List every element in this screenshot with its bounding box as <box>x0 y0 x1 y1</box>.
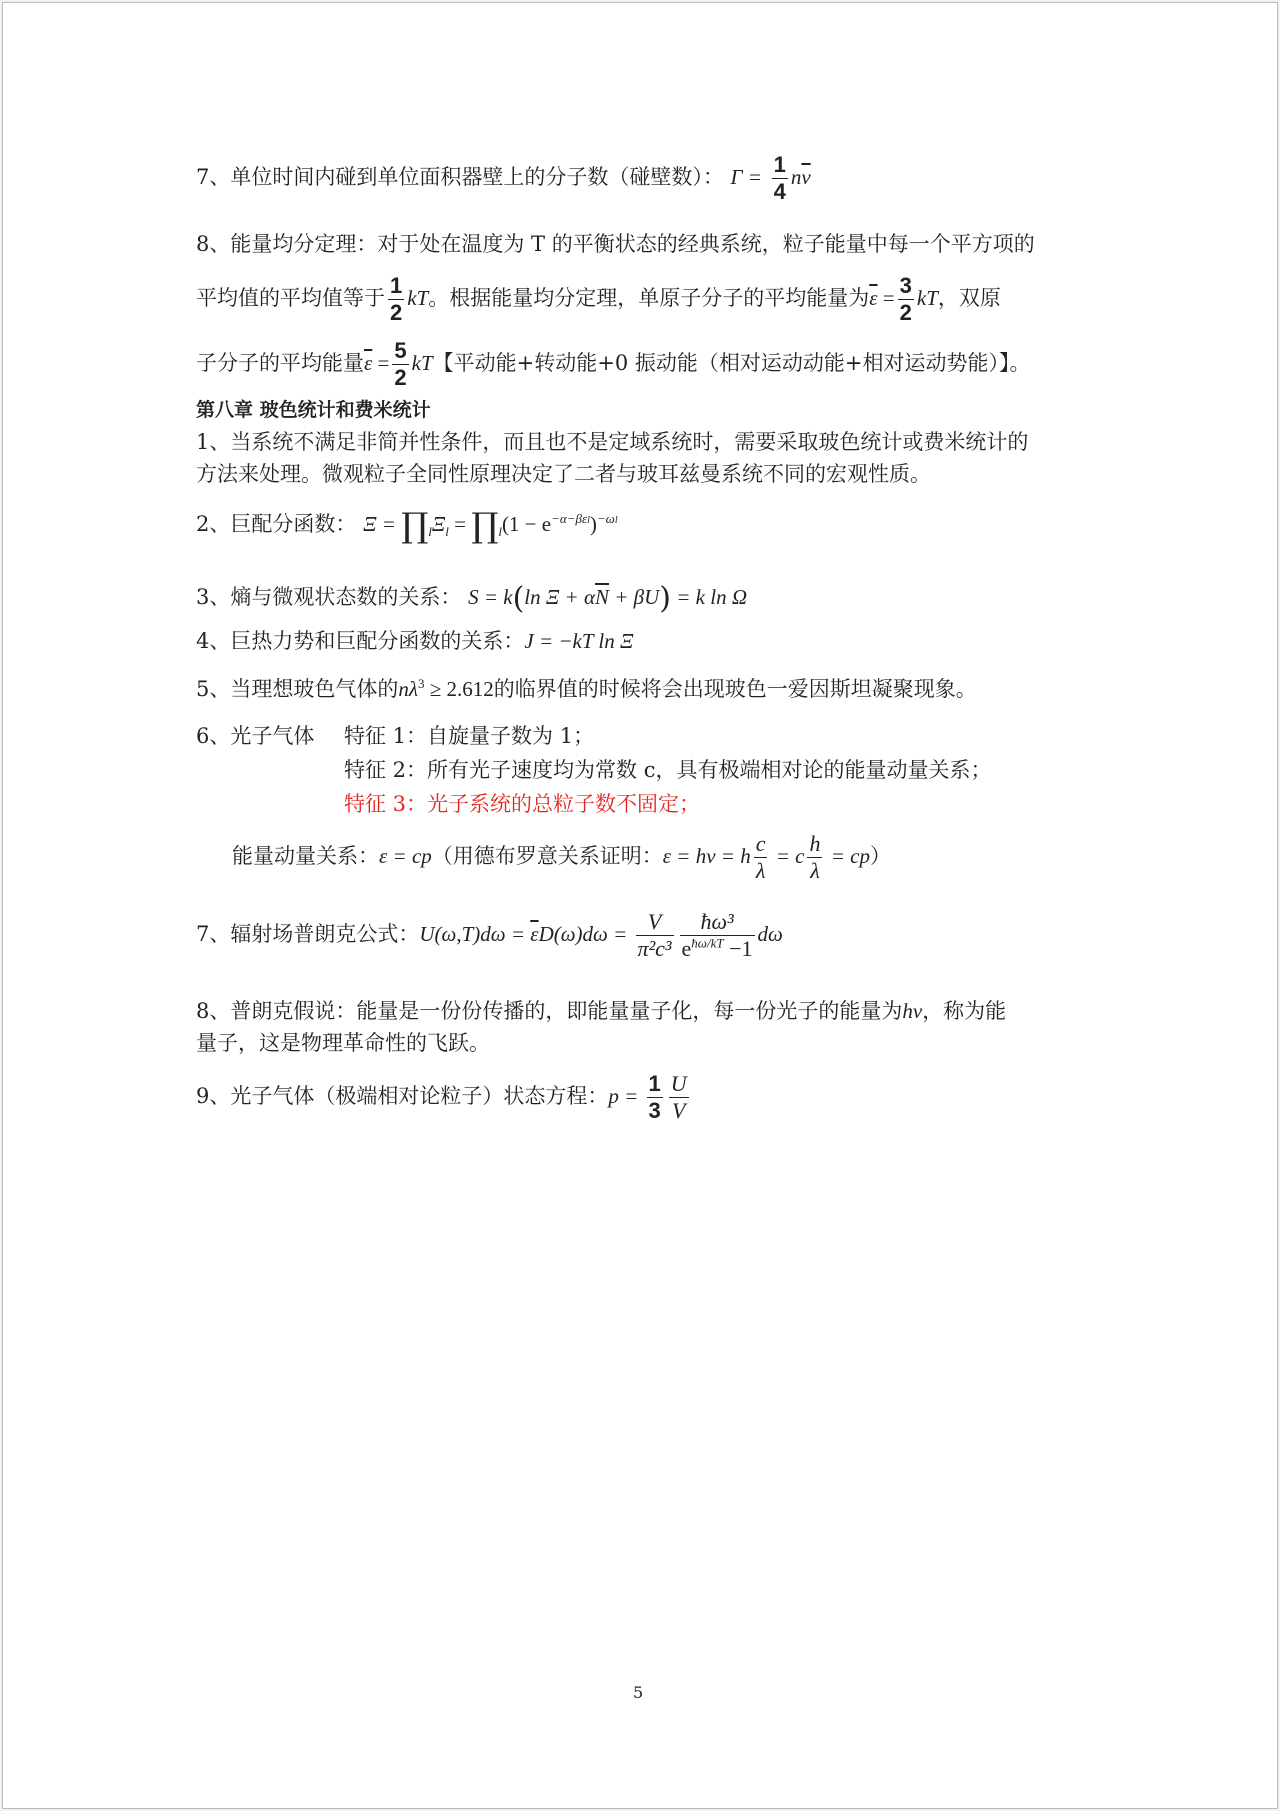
photon-feature-3: 特征 3：光子系统的总粒子数不固定； <box>344 792 701 816</box>
ch8-item-7: 7、辐射场普朗克公式：$U(\omega,T)d\omega = \overline{\varepsilon}D(\omega)d\omega$ = $\frac{V}{\text{π²c³}}$ $\frac{\text{ħω³}}{e^{ħ\omega/kT} -1}$ dω <box>196 909 783 961</box>
ch8-item-8-line1: 8、普朗克假说：能量是一份份传播的，即能量量子化，每一份光子的能量为hν，称为能 <box>196 999 1007 1023</box>
ch8-item-6-label: 6、光子气体 <box>196 724 315 748</box>
fraction-v-pi2c3: $\frac{V}{\text{π²c³}}$ <box>637 909 672 961</box>
fraction-planck: $\frac{\text{ħω³}}{e^{ħ\omega/kT} -1}$ <box>681 909 753 961</box>
fraction-1-2: $\frac{1}{2}$ <box>390 273 403 325</box>
fraction-1-4: $\frac{1}{4}$ <box>773 152 786 204</box>
item-8-line2: 平均值的平均值等于 $\frac{1}{2}$ kT。根据能量均分定理，单原子分子的平均能量为$\overline{\varepsilon}$ = $\frac{3}{2}$ kT，双原 <box>196 273 1001 325</box>
fraction-u-v: $\frac{U}{V}$ <box>670 1071 687 1123</box>
ch8-item-4: 4、巨热力势和巨配分函数的关系：J = −kT ln Ξ <box>196 629 634 653</box>
item-7-text: 7、单位时间内碰到单位面积器壁上的分子数（碰壁数）： <box>196 165 724 189</box>
fraction-c-lambda: $\frac{c}{\lambda}$ <box>755 831 766 883</box>
fraction-5-2: $\frac{5}{2}$ <box>394 338 407 390</box>
item-8-line1: 8、能量均分定理：对于处在温度为 T 的平衡状态的经典系统，粒子能量中每一个平方项的 <box>196 232 1035 256</box>
fraction-1-3: $\frac{1}{3}$ <box>648 1071 661 1123</box>
n-symbol: n <box>790 165 802 189</box>
gamma-symbol: Γ = <box>730 165 762 189</box>
chapter-heading: 第八章 玻色统计和费米统计 <box>196 399 431 421</box>
item-8-line3: 子分子的平均能量$\overline{\varepsilon}$ = $\frac{5}{2}$ kT【平动能+转动能+0 振动能（相对运动动能+相对运动势能）】。 <box>196 338 1031 390</box>
ch8-item-8-line2: 量子，这是物理革命性的飞跃。 <box>196 1031 490 1055</box>
item-7 <box>196 154 811 203</box>
product-symbol: ∏ <box>401 506 429 546</box>
fraction-h-lambda: $\frac{h}{\lambda}$ <box>809 831 821 883</box>
document-page <box>2 2 1278 1809</box>
ch8-item-5: 5、当理想玻色气体的$n\lambda^3 \ge 2.612$的临界值的时候将会出现玻色一爱因斯坦凝聚现象。 <box>196 676 977 701</box>
ch8-item-1-line1: 1、当系统不满足非简并性条件，而且也不是定域系统时，需要采取玻色统计或费米统计的 <box>196 430 1029 454</box>
vbar-symbol: $\overline{v}$ <box>801 165 811 189</box>
energy-momentum-relation: 能量动量关系：ε = cp（用德布罗意关系证明：ε = hν = h $\frac{c}{\lambda}$ = c $\frac{h}{\lambda}$ = cp） <box>232 831 891 883</box>
ch8-item-3: 3、熵与微观状态数的关系： S = k(ln $\Xi + \alpha\overline{N} + \beta U) = k$ ln Ω <box>196 581 748 616</box>
photon-feature-1: 特征 1：自旋量子数为 1； <box>344 724 595 748</box>
ch8-item-9: 9、光子气体（极端相对论粒子）状态方程：p = $\frac{1}{3}$ $\frac{U}{V}$ <box>196 1071 687 1123</box>
page-number: 5 <box>633 1683 644 1702</box>
photon-feature-2: 特征 2：所有光子速度均为常数 c，具有极端相对论的能量动量关系； <box>344 758 992 782</box>
ch8-item-1-line2: 方法来处理。微观粒子全同性原理决定了二者与玻耳兹曼系统不同的宏观性质。 <box>196 462 931 486</box>
ch8-item-2: 2、巨配分函数： $\Xi = \prod_l\Xi_l$ = $\prod_l(1 - e^{-\alpha-\beta\varepsilon l})^{-\omega l}$ <box>196 506 618 546</box>
fraction-3-2: $\frac{3}{2}$ <box>899 273 912 325</box>
